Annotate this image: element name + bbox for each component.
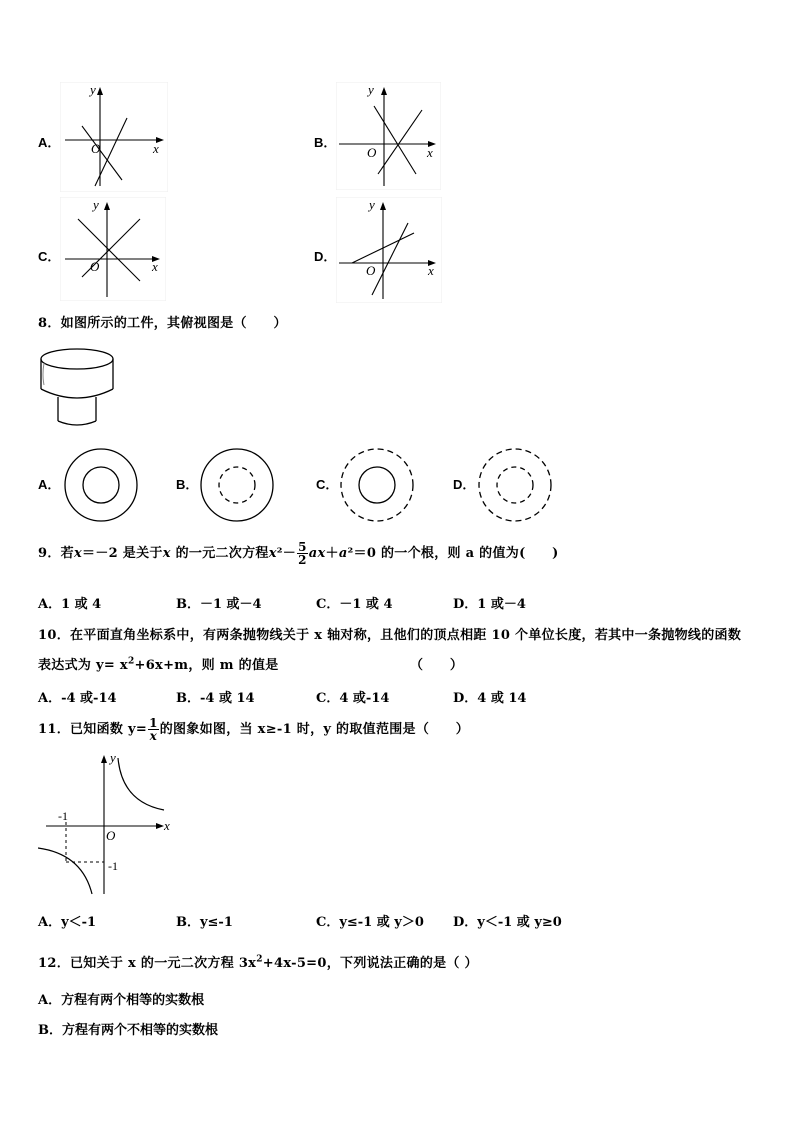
q8-option-d-figure[interactable] bbox=[476, 446, 554, 524]
q7-graph-a[interactable] bbox=[60, 82, 168, 192]
q11-option-c[interactable]: C．y≤-1 或 y＞0 bbox=[316, 915, 424, 930]
q7-option-c-label[interactable]: C． bbox=[38, 249, 61, 264]
q8-stem: 8．如图所示的工件，其俯视图是（ ） bbox=[38, 316, 287, 331]
q10-option-c[interactable]: C．4 或-14 bbox=[316, 691, 390, 706]
y-axis-label: y bbox=[369, 197, 375, 212]
q12-option-b[interactable]: B．方程有两个不相等的实数根 bbox=[38, 1023, 218, 1038]
q7-graph-d[interactable] bbox=[336, 197, 442, 303]
q9-var-x2: x bbox=[162, 546, 171, 561]
origin-label: O bbox=[106, 828, 116, 843]
x-axis-label: x bbox=[164, 818, 170, 833]
q9-stem bbox=[38, 538, 559, 570]
q10-option-b[interactable]: B．-4 或 14 bbox=[176, 691, 255, 706]
q11-option-d[interactable]: D．y＜-1 或 y≥0 bbox=[453, 915, 562, 930]
q9-option-b[interactable]: B．－1 或－4 bbox=[176, 597, 262, 612]
q9-eq-sq-minus: ²－ bbox=[276, 546, 297, 561]
q10-answer-blank: （ ） bbox=[410, 658, 464, 673]
q8-option-a-label[interactable]: A． bbox=[38, 477, 61, 492]
q9-frac-numerator: 5 bbox=[298, 540, 307, 554]
x-axis-label: x bbox=[153, 141, 159, 156]
q8-option-b-figure[interactable] bbox=[198, 446, 276, 524]
x-axis-label: x bbox=[428, 263, 434, 278]
q9-value: ＝－2 bbox=[82, 546, 118, 561]
x-axis-label: x bbox=[427, 145, 433, 160]
q11-post: 的图象如图，当 x≥-1 时，y 的取值范围是（ ） bbox=[159, 722, 470, 737]
q11-fraction bbox=[148, 717, 159, 742]
q11-frac-denominator: x bbox=[149, 729, 158, 743]
y-axis-label: y bbox=[90, 82, 96, 97]
q11-option-b[interactable]: B．y≤-1 bbox=[176, 915, 233, 930]
q9-option-a[interactable]: A．1 或 4 bbox=[38, 597, 102, 612]
q9-eq-x: x bbox=[268, 546, 277, 561]
q8-option-c-figure[interactable] bbox=[338, 446, 416, 524]
origin-label: O bbox=[366, 263, 376, 278]
q7-option-d-label[interactable]: D． bbox=[314, 249, 337, 264]
q9-mid: 是关于 bbox=[117, 546, 163, 561]
y-axis-label: y bbox=[93, 197, 99, 212]
q10-stem-line2 bbox=[38, 654, 279, 673]
x-tick-neg1: -1 bbox=[58, 809, 68, 823]
y-axis-label: y bbox=[368, 82, 374, 97]
q9-eq-plus: ＋ bbox=[325, 546, 339, 561]
q10-line2-post: +6x+m，则 m 的值是 bbox=[134, 658, 279, 673]
q10-option-a[interactable]: A．-4 或-14 bbox=[38, 691, 117, 706]
q8-workpiece-figure bbox=[38, 345, 116, 429]
q12-stem bbox=[38, 952, 478, 971]
q11-stem bbox=[38, 714, 469, 746]
origin-label: O bbox=[90, 259, 100, 274]
origin-label: O bbox=[91, 141, 101, 156]
q9-option-c[interactable]: C．－1 或 4 bbox=[316, 597, 393, 612]
q8-option-c-label[interactable]: C． bbox=[316, 477, 339, 492]
q11-graph bbox=[38, 750, 174, 896]
origin-label: O bbox=[367, 145, 377, 160]
q9-option-d[interactable]: D．1 或－4 bbox=[453, 597, 526, 612]
q10-option-d[interactable]: D．4 或 14 bbox=[453, 691, 527, 706]
q8-option-a-figure[interactable] bbox=[62, 446, 140, 524]
q9-mid2: 的一元二次方程 bbox=[170, 546, 269, 561]
q9-eq-tail: ²＝0 的一个根，则 a 的值为( ) bbox=[347, 546, 559, 561]
q7-graph-b[interactable] bbox=[336, 82, 441, 190]
q9-fraction bbox=[297, 541, 308, 566]
q12-pre: 12．已知关于 x 的一元二次方程 3x bbox=[38, 956, 257, 971]
q11-pre: 11．已知函数 y= bbox=[38, 722, 148, 737]
q12-post: +4x-5=0，下列说法正确的是（ ） bbox=[262, 956, 478, 971]
y-tick-neg1: -1 bbox=[108, 859, 118, 873]
q9-eq-ax: ax bbox=[308, 546, 326, 561]
q10-line2-pre: 表达式为 y= x bbox=[38, 658, 128, 673]
y-axis-label: y bbox=[110, 750, 116, 765]
q9-eq-a: a bbox=[338, 546, 348, 561]
q8-option-d-label[interactable]: D． bbox=[453, 477, 476, 492]
q11-frac-numerator: 1 bbox=[149, 716, 158, 730]
q7-option-a-label[interactable]: A． bbox=[38, 135, 61, 150]
q9-var-x: x bbox=[73, 546, 83, 561]
q10-line2-sup: 2 bbox=[127, 656, 135, 667]
q10-stem-line1: 10．在平面直角坐标系中，有两条抛物线关于 x 轴对称，且他们的顶点相距 10 个单位长度，若其中一条抛物线的函数 bbox=[38, 628, 742, 643]
q9-frac-denominator: 2 bbox=[298, 553, 307, 567]
q12-sup: 2 bbox=[256, 954, 263, 965]
q9-pre: 9．若 bbox=[38, 546, 74, 561]
q12-option-a[interactable]: A．方程有两个相等的实数根 bbox=[38, 993, 205, 1008]
q7-option-b-label[interactable]: B． bbox=[314, 135, 337, 150]
q8-option-b-label[interactable]: B． bbox=[176, 477, 199, 492]
x-axis-label: x bbox=[152, 259, 158, 274]
q7-graph-c[interactable] bbox=[60, 197, 166, 301]
q11-option-a[interactable]: A．y＜-1 bbox=[38, 915, 97, 930]
